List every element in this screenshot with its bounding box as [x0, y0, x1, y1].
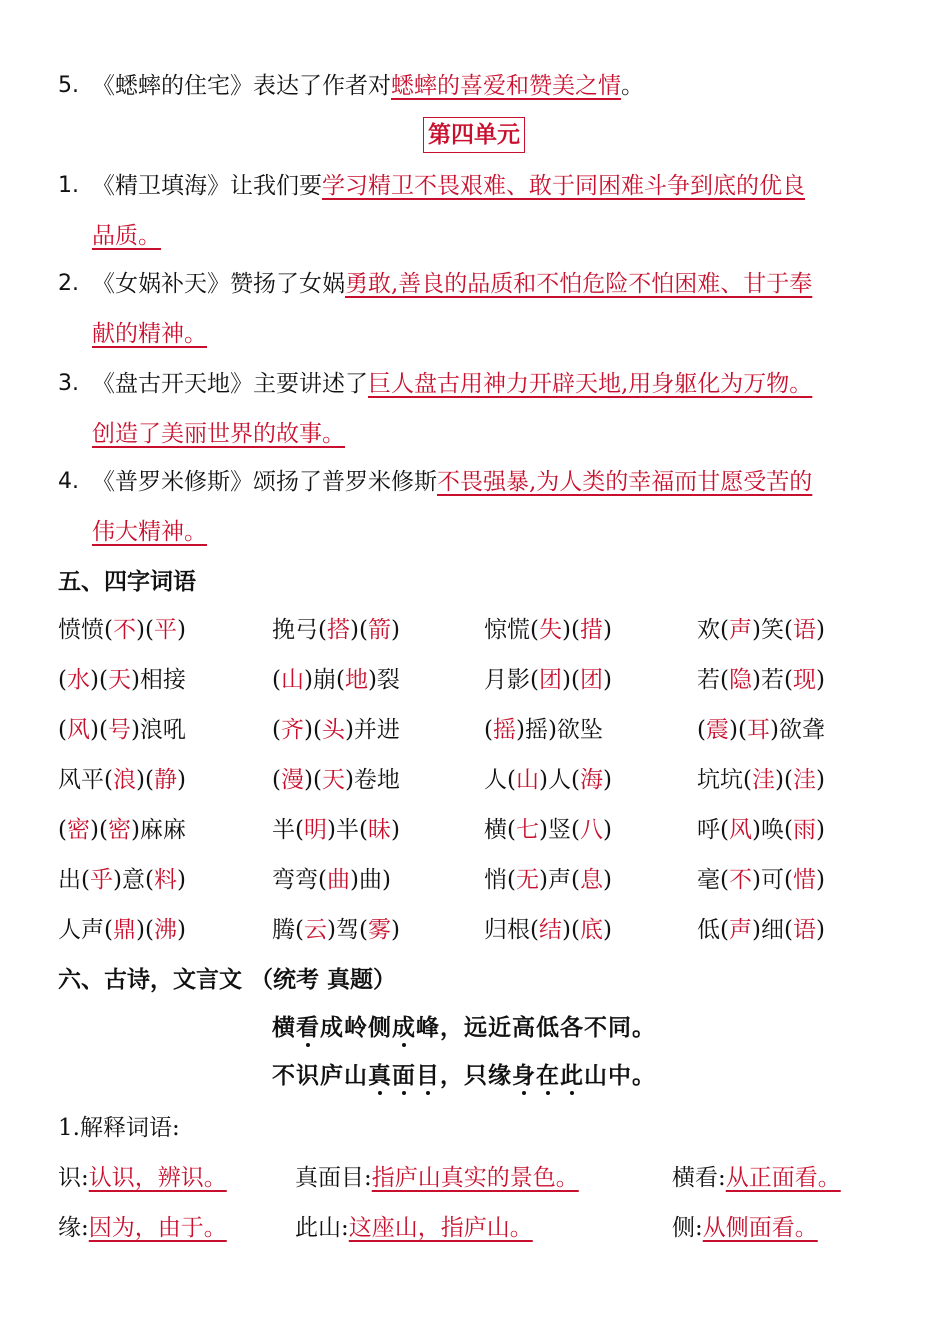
- idiom-text: ): [815, 767, 825, 793]
- idiom-text: (: [507, 817, 516, 843]
- idiom-answer-char: 海: [579, 767, 603, 793]
- idiom-item: [484, 814, 612, 846]
- idiom-item: [272, 764, 400, 796]
- idiom-answer-char: 昧: [367, 817, 391, 843]
- idiom-item: [272, 714, 400, 746]
- idiom-item: [697, 764, 825, 796]
- idiom-text: )(: [135, 767, 154, 793]
- idiom-answer-char: 齐: [280, 717, 304, 743]
- idiom-text: (: [272, 717, 281, 743]
- idiom-text: 惊慌: [484, 617, 530, 643]
- vocab-answer: 从正面看。: [725, 1165, 841, 1191]
- idiom-text: (: [720, 667, 729, 693]
- item-prefix: 《女娲补天》赞扬了女娲: [92, 271, 345, 297]
- idiom-text: )(: [135, 917, 154, 943]
- idiom-text: ): [602, 917, 612, 943]
- idiom-answer-char: 息: [579, 867, 603, 893]
- idiom-text: (: [720, 867, 729, 893]
- item-number: 4.: [58, 469, 79, 494]
- idiom-answer-char: 平: [153, 617, 177, 643]
- idiom-text: 月影: [484, 667, 530, 693]
- idiom-answer-char: 底: [579, 917, 603, 943]
- idiom-text: )唤(: [751, 817, 793, 843]
- idiom-text: )(: [728, 717, 747, 743]
- idiom-text: )(: [89, 667, 108, 693]
- idiom-answer-char: 无: [515, 867, 539, 893]
- idiom-answer-char: 结: [538, 917, 562, 943]
- idiom-answer-char: 团: [579, 667, 603, 693]
- idiom-text: 悄: [484, 867, 507, 893]
- idiom-text: )半(: [326, 817, 368, 843]
- vocab-term: 识:: [58, 1165, 89, 1191]
- vocab-term: 此山:: [295, 1215, 349, 1241]
- item-answer-continued: 献的精神。: [92, 321, 207, 347]
- idiom-item: [58, 914, 186, 946]
- idiom-text: (: [530, 917, 539, 943]
- item-answer-continued: 品质。: [92, 223, 161, 249]
- vocab-title: 1.解释词语:: [58, 1115, 180, 1141]
- idiom-text: 人声: [58, 917, 104, 943]
- idiom-answer-char: 耳: [746, 717, 770, 743]
- idiom-text: )欲聋: [769, 717, 825, 743]
- idiom-item: [272, 814, 400, 846]
- vocab-answer: 从侧面看。: [702, 1215, 818, 1241]
- idiom-text: 坑坑: [697, 767, 743, 793]
- idiom-text: (: [295, 817, 304, 843]
- idiom-item: [697, 814, 825, 846]
- idiom-text: 人: [484, 767, 507, 793]
- idiom-text: )并进: [344, 717, 400, 743]
- idiom-text: 归根: [484, 917, 530, 943]
- vocab-item: [672, 1162, 841, 1194]
- idiom-answer-char: 不: [112, 617, 136, 643]
- vocab-term: 缘:: [58, 1215, 89, 1241]
- idiom-text: 横: [484, 817, 507, 843]
- item-number: 5.: [58, 73, 79, 98]
- idiom-text: ): [602, 867, 612, 893]
- item-answer: 学习精卫不畏艰难、敢于同困难斗争到底的优良: [322, 173, 805, 199]
- idiom-text: (: [58, 667, 67, 693]
- idiom-answer-char: 漫: [280, 767, 304, 793]
- idiom-answer-char: 云: [303, 917, 327, 943]
- idiom-text: ): [815, 917, 825, 943]
- idiom-item: [58, 614, 186, 646]
- idiom-text: (: [58, 817, 67, 843]
- idiom-text: ): [176, 767, 186, 793]
- idiom-text: (: [272, 667, 281, 693]
- idiom-text: ): [176, 917, 186, 943]
- idiom-item: [272, 914, 400, 946]
- idiom-text: )竖(: [538, 817, 580, 843]
- idiom-text: )(: [561, 667, 580, 693]
- idiom-text: ): [602, 767, 612, 793]
- idiom-text: (: [720, 617, 729, 643]
- item-number: 2.: [58, 271, 79, 296]
- idiom-item: [697, 614, 825, 646]
- idiom-item: [272, 614, 400, 646]
- idiom-answer-char: 料: [153, 867, 177, 893]
- idiom-text: )意(: [112, 867, 154, 893]
- idiom-text: (: [743, 767, 752, 793]
- idiom-text: )(: [561, 617, 580, 643]
- item-prefix: 《蟋蟀的住宅》表达了作者对: [92, 73, 391, 99]
- idiom-answer-char: 不: [728, 867, 752, 893]
- idiom-text: )(: [89, 717, 108, 743]
- idiom-text: )(: [303, 767, 322, 793]
- idiom-text: )崩(: [303, 667, 345, 693]
- idiom-text: ): [390, 917, 400, 943]
- idiom-answer-char: 山: [280, 667, 304, 693]
- idiom-answer-char: 声: [728, 617, 752, 643]
- vocab-item: [58, 1212, 227, 1244]
- idiom-text: 愤愤: [58, 617, 104, 643]
- idiom-text: (: [104, 917, 113, 943]
- item-answer: 勇敢,善良的品质和不怕危险不怕困难、甘于奉: [345, 271, 813, 297]
- idiom-text: )细(: [751, 917, 793, 943]
- idiom-answer-char: 地: [344, 667, 368, 693]
- idiom-text: (: [484, 717, 493, 743]
- idiom-text: 弯弯: [272, 867, 318, 893]
- idiom-text: ): [815, 817, 825, 843]
- poem-line-1-text: 横看成岭侧成峰，远近高低各不同。: [272, 1015, 656, 1041]
- idiom-text: )可(: [751, 867, 793, 893]
- idiom-item: [484, 664, 612, 696]
- vocab-item: [295, 1212, 533, 1244]
- idiom-answer-char: 团: [538, 667, 562, 693]
- idiom-answer-char: 隐: [728, 667, 752, 693]
- vocab-answer: 这座山，指庐山。: [348, 1215, 533, 1241]
- idiom-answer-char: 密: [107, 817, 131, 843]
- idiom-answer-char: 震: [705, 717, 729, 743]
- vocab-term: 横看:: [672, 1165, 726, 1191]
- idiom-answer-char: 失: [538, 617, 562, 643]
- idiom-item: [58, 664, 186, 696]
- vocab-term: 侧:: [672, 1215, 703, 1241]
- idiom-answer-char: 号: [107, 717, 131, 743]
- item-prefix: 《普罗米修斯》颂扬了普罗米修斯: [92, 469, 437, 495]
- idiom-text: 呼: [697, 817, 720, 843]
- idiom-text: )相接: [130, 667, 186, 693]
- idiom-answer-char: 雨: [792, 817, 816, 843]
- idiom-item: [484, 714, 603, 746]
- idiom-text: (: [272, 767, 281, 793]
- item-suffix: 。: [621, 73, 644, 99]
- idiom-text: 低: [697, 917, 720, 943]
- item-answer: 巨人盘古用神力开辟天地,用身躯化为万物。: [368, 371, 813, 397]
- idiom-answer-char: 箭: [367, 617, 391, 643]
- idiom-answer-char: 鼎: [112, 917, 136, 943]
- idiom-text: (: [530, 617, 539, 643]
- idiom-answer-char: 水: [66, 667, 90, 693]
- idiom-text: (: [697, 717, 706, 743]
- idiom-text: 出: [58, 867, 81, 893]
- item-number: 3.: [58, 371, 79, 396]
- idiom-item: [484, 764, 612, 796]
- idiom-item: [484, 614, 612, 646]
- item-prefix: 《盘古开天地》主要讲述了: [92, 371, 368, 397]
- idiom-text: )曲): [349, 867, 391, 893]
- idiom-answer-char: 现: [792, 667, 816, 693]
- idiom-answer-char: 风: [66, 717, 90, 743]
- section6-title: 六、古诗，文言文 （统考 真题）: [58, 967, 397, 993]
- idiom-text: )(: [349, 617, 368, 643]
- idiom-answer-char: 天: [321, 767, 345, 793]
- idiom-answer-char: 头: [321, 717, 345, 743]
- idiom-text: )声(: [538, 867, 580, 893]
- idiom-answer-char: 浪: [112, 767, 136, 793]
- item-answer-continued: 伟大精神。: [92, 519, 207, 545]
- idiom-item: [484, 914, 612, 946]
- section5-title: 五、四字词语: [58, 569, 196, 595]
- idiom-answer-char: 搭: [326, 617, 350, 643]
- idiom-answer-char: 山: [515, 767, 539, 793]
- idiom-text: ): [602, 817, 612, 843]
- idiom-text: ): [176, 617, 186, 643]
- idiom-text: ): [815, 617, 825, 643]
- idiom-text: )麻麻: [130, 817, 186, 843]
- idiom-answer-char: 静: [153, 767, 177, 793]
- idiom-text: )笑(: [751, 617, 793, 643]
- idiom-item: [697, 714, 825, 746]
- idiom-text: )(: [135, 617, 154, 643]
- idiom-answer-char: 八: [579, 817, 603, 843]
- idiom-text: )(: [561, 917, 580, 943]
- idiom-text: )人(: [538, 767, 580, 793]
- vocab-item: [295, 1162, 579, 1194]
- vocab-item: [672, 1212, 818, 1244]
- idiom-text: ): [815, 667, 825, 693]
- idiom-text: 腾: [272, 917, 295, 943]
- idiom-text: ): [176, 867, 186, 893]
- idiom-answer-char: 天: [107, 667, 131, 693]
- idiom-text: )若(: [751, 667, 793, 693]
- vocab-answer: 认识，辨识。: [88, 1165, 227, 1191]
- idiom-text: )(: [89, 817, 108, 843]
- idiom-text: 半: [272, 817, 295, 843]
- unit4-title: 第四单元: [423, 117, 525, 153]
- idiom-text: (: [318, 867, 327, 893]
- idiom-text: (: [507, 867, 516, 893]
- item-number: 1.: [58, 173, 79, 198]
- idiom-text: (: [295, 917, 304, 943]
- idiom-answer-char: 密: [66, 817, 90, 843]
- item-answer: 不畏强暴,为人类的幸福而甘愿受苦的: [437, 469, 813, 495]
- idiom-item: [697, 914, 825, 946]
- vocab-answer: 指庐山真实的景色。: [371, 1165, 579, 1191]
- item-prefix: 《精卫填海》让我们要: [92, 173, 322, 199]
- idiom-text: )卷地: [344, 767, 400, 793]
- idiom-text: )摇)欲坠: [515, 717, 603, 743]
- idiom-item: [58, 764, 186, 796]
- idiom-text: ): [390, 617, 400, 643]
- vocab-answer: 因为，由于。: [88, 1215, 227, 1241]
- idiom-text: (: [720, 917, 729, 943]
- vocab-item: [58, 1162, 227, 1194]
- poem-line-2-text: 不识庐山真面目，只缘身在此山中。: [272, 1063, 656, 1089]
- idiom-item: [697, 664, 825, 696]
- idiom-answer-char: 语: [792, 617, 816, 643]
- idiom-text: 若: [697, 667, 720, 693]
- idiom-answer-char: 摇: [492, 717, 516, 743]
- item-answer: 蟋蟀的喜爱和赞美之情: [391, 73, 621, 99]
- idiom-text: ): [390, 817, 400, 843]
- idiom-text: )(: [774, 767, 793, 793]
- vocab-term: 真面目:: [295, 1165, 372, 1191]
- idiom-text: 毫: [697, 867, 720, 893]
- idiom-answer-char: 声: [728, 917, 752, 943]
- idiom-text: (: [58, 717, 67, 743]
- idiom-answer-char: 洼: [792, 767, 816, 793]
- idiom-answer-char: 惜: [792, 867, 816, 893]
- idiom-answer-char: 沸: [153, 917, 177, 943]
- idiom-text: 欢: [697, 617, 720, 643]
- idiom-text: (: [318, 617, 327, 643]
- idiom-answer-char: 风: [728, 817, 752, 843]
- idiom-item: [58, 864, 186, 896]
- idiom-text: )裂: [367, 667, 400, 693]
- idiom-answer-char: 措: [579, 617, 603, 643]
- idiom-item: [58, 814, 186, 846]
- idiom-text: )驾(: [326, 917, 368, 943]
- idiom-answer-char: 明: [303, 817, 327, 843]
- idiom-answer-char: 雾: [367, 917, 391, 943]
- idiom-item: [272, 864, 391, 896]
- idiom-item: [697, 864, 825, 896]
- idiom-text: 风平: [58, 767, 104, 793]
- item-answer-continued: 创造了美丽世界的故事。: [92, 421, 345, 447]
- idiom-answer-char: 乎: [89, 867, 113, 893]
- idiom-text: (: [507, 767, 516, 793]
- idiom-text: (: [104, 617, 113, 643]
- idiom-answer-char: 七: [515, 817, 539, 843]
- idiom-text: (: [530, 667, 539, 693]
- idiom-item: [484, 864, 612, 896]
- idiom-item: [58, 714, 186, 746]
- idiom-text: 挽弓: [272, 617, 318, 643]
- idiom-text: )(: [303, 717, 322, 743]
- idiom-text: ): [602, 617, 612, 643]
- idiom-text: (: [720, 817, 729, 843]
- idiom-answer-char: 洼: [751, 767, 775, 793]
- idiom-text: )浪吼: [130, 717, 186, 743]
- poem-line-1: [272, 1012, 656, 1044]
- idiom-answer-char: 曲: [326, 867, 350, 893]
- idiom-text: ): [602, 667, 612, 693]
- idiom-answer-char: 语: [792, 917, 816, 943]
- idiom-text: ): [815, 867, 825, 893]
- idiom-text: (: [104, 767, 113, 793]
- idiom-item: [272, 664, 400, 696]
- poem-line-2: [272, 1060, 656, 1092]
- idiom-text: (: [81, 867, 90, 893]
